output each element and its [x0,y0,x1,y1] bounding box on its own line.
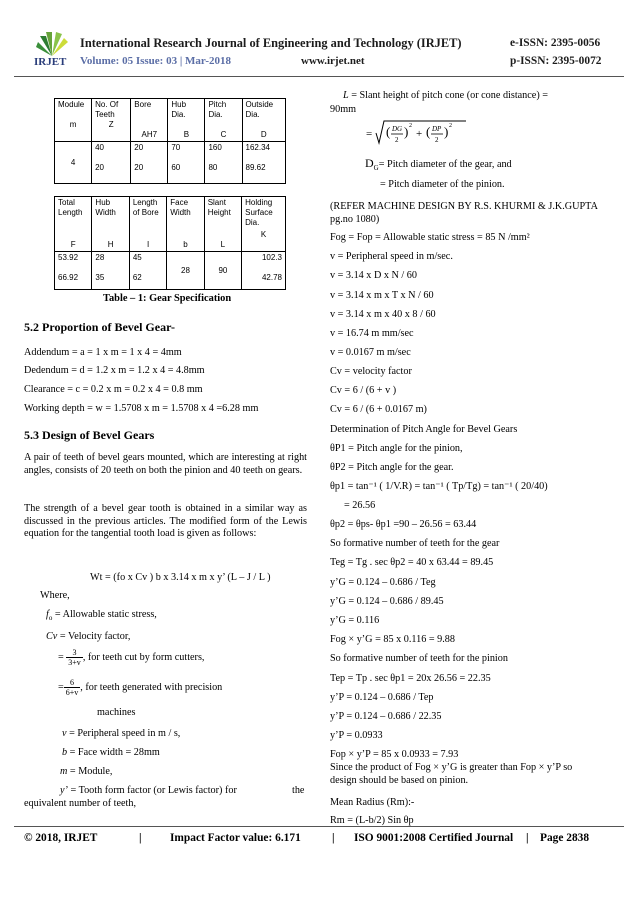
gear-spec-table-1 [54,98,286,184]
clearance-line: Clearance = c = 0.2 x m = 0.2 x 4 = 0.8 mm [24,384,203,395]
logo-text: IRJET [34,56,67,68]
lewis-equation: Wt = (fo x Cv ) b x 3.14 x m x y’ (L – J / L ) [90,572,271,583]
paragraph-gear-pair: A pair of teeth of bevel gears mounted, which are interesting at right angles, consists of 20 teeth on both the pinion and 40 teeth on gears. [24,452,307,476]
cv-form-cutters: = $\frac{3}{3+v}$ , for teeth cut by form cutters, [58,648,205,667]
footer-sep: | [526,832,529,844]
machines-text: machines [97,707,136,718]
svg-text:DG: DG [392,125,403,133]
calc-line: θp1 = tan⁻¹ ( 1/V.R) = tan⁻¹ ( Tp/Tg) = tan⁻¹ ( 20/40) [330,481,548,492]
website-link[interactable]: www.irjet.net [301,55,365,67]
calc-line: So formative number of teeth for the gear [330,538,500,549]
calc-line: v = Peripheral speed in m/sec. [330,251,453,262]
y-definition-end: the [292,785,305,796]
calc-line: v = 16.74 m mm/sec [330,328,414,339]
svg-text:): ) [444,124,449,139]
col-header: Outside Dia. D [242,99,285,142]
col-header: Hub Width H [92,197,129,252]
calc-line: So formative number of teeth for the pinion [330,653,508,664]
footer-divider [14,826,624,827]
col-header: Total Length F [55,197,92,252]
svg-text:=: = [366,128,373,140]
copyright: © 2018, IRJET [24,832,98,844]
svg-text:(: ( [426,124,431,139]
footer-sep: | [139,832,142,844]
svg-text:2: 2 [449,123,452,129]
calc-line: Fog = Fop = Allowable static stress = 85 N /mm² [330,232,530,243]
calc-line: Cv = 6 / (6 + 0.0167 m) [330,404,427,415]
m-definition: m = Module, [60,766,113,777]
gear-spec-table-2 [54,196,286,290]
footer-sep: | [332,832,335,844]
svg-text:DP: DP [432,125,442,133]
iso-cert: ISO 9001:2008 Certified Journal [354,832,514,844]
page-number: Page 2838 [540,832,590,844]
calc-line: Fop × y’P = 85 x 0.0933 = 7.93 [330,749,459,760]
calc-line: y’G = 0.124 – 0.686 / 89.45 [330,596,444,607]
col-header: Module m [55,99,92,142]
calc-line: θp2 = θps- θp1 =90 – 26.56 = 63.44 [330,519,477,530]
calc-line: y’P = 0.124 – 0.686 / Tep [330,692,434,703]
calc-line: = 26.56 [344,500,376,511]
calc-line: Cv = 6 / (6 + v ) [330,385,397,396]
table-row: 4 40 20 20 20 70 60 160 80 162.34 89.62 [55,142,286,184]
svg-text:2: 2 [435,136,439,144]
header-divider [14,76,624,77]
slant-height-formula [360,117,470,149]
mean-radius-heading: Mean Radius (Rm):- [330,797,415,808]
dedendum-line: Dedendum = d = 1.2 x m = 1.2 x 4 = 4.8mm [24,365,205,376]
section-5-2-heading: 5.2 Proportion of Bevel Gear- [24,320,175,334]
table-row: 53.92 66.92 28 35 45 62 28 90 102.3 42.78 [55,252,286,290]
y-definition: y’ = Tooth form factor (or Lewis factor) for [60,785,237,796]
col-header: Bore AH7 [131,99,168,142]
calc-line: v = 0.0167 m m/sec [330,347,411,358]
col-header: Pitch Dia. C [205,99,242,142]
addendum-line: Addendum = a = 1 x m = 1 x 4 = 4mm [24,347,182,358]
dg-definition: $D_G=$ Pitch diameter of the gear, and [365,156,512,173]
fo-definition: $f_o$ = Allowable static stress, [46,609,157,623]
calc-line: y’P = 0.0933 [330,730,383,741]
calc-line: y’P = 0.124 – 0.686 / 22.35 [330,711,442,722]
svg-text:): ) [404,124,409,139]
calc-line: v = 3.14 x D x N / 60 [330,270,417,281]
calc-line: y’G = 0.124 – 0.686 / Teg [330,577,436,588]
calc-line: Determination of Pitch Angle for Bevel Gears [330,424,518,435]
v-definition: v = Peripheral speed in m / s, [62,728,181,739]
col-header: Face Width b [167,197,204,252]
pissn: p-ISSN: 2395-0072 [510,55,602,67]
col-header: Holding Surface Dia. K [242,197,286,252]
rm-formula: Rm = (L-b/2) Sin θp [330,815,414,826]
where-label: Where, [40,590,70,601]
reference-line-2: pg.no 1080) [330,214,380,225]
col-header: Hub Dia. B [168,99,205,142]
journal-title: International Research Journal of Engineering and Technology (IRJET) [80,36,462,50]
svg-text:+: + [416,128,423,140]
calc-line: θP1 = Pitch angle for the pinion, [330,443,463,454]
calc-line: y’G = 0.116 [330,615,380,626]
l-definition: L = Slant height of pitch cone (or cone distance) = [343,90,549,101]
calc-line: Teg = Tg . sec θp2 = 40 x 63.44 = 89.45 [330,557,494,568]
impact-factor: Impact Factor value: 6.171 [170,832,301,844]
irjet-logo [32,30,72,74]
calc-line: Tep = Tp . sec θp1 = 20x 26.56 = 22.35 [330,673,491,684]
since-line-1: Since the product of Fog × y’G is greater than Fop × y’P so [330,762,573,773]
calc-line: v = 3.14 x m x T x N / 60 [330,290,434,301]
svg-text:2: 2 [395,136,399,144]
svg-text:2: 2 [409,123,412,129]
y-definition-cont: equivalent number of teeth, [24,798,137,809]
calc-line: Cv = velocity factor [330,366,412,377]
working-depth-line: Working depth = w = 1.5708 x m = 1.5708 x 4 =6.28 mm [24,403,259,414]
calc-line: Fog × y’G = 85 x 0.116 = 9.88 [330,634,455,645]
volume-info: Volume: 05 Issue: 03 | Mar-2018 [80,55,232,67]
b-definition: b = Face width = 28mm [62,747,160,758]
formula-graphic [360,117,470,149]
table-caption: Table – 1: Gear Specification [103,293,232,304]
col-header: No. Of Teeth Z [92,99,131,142]
eissn: e-ISSN: 2395-0056 [510,37,601,49]
calc-line: θP2 = Pitch angle for the gear. [330,462,454,473]
cv-precision: = $\frac{6}{6+v}$ , for teeth generated with precision [58,678,223,697]
section-5-3-heading: 5.3 Design of Bevel Gears [24,428,155,442]
paragraph-strength: The strength of a bevel gear tooth is obtained in a similar way as discussed in the previous articles. The modified form of the Lewis equation for the tangential tooth load is given as follows: [24,503,307,540]
dp-definition: = Pitch diameter of the pinion. [380,179,505,190]
col-header: Slant Height L [204,197,241,252]
l-value: 90mm [330,104,357,115]
svg-text:(: ( [386,124,391,139]
col-header: Length of Bore I [129,197,166,252]
reference-line-1: (REFER MACHINE DESIGN BY R.S. KHURMI & J.K.GUPTA [330,201,598,212]
cv-definition: Cv = Velocity factor, [46,631,131,642]
calc-line: v = 3.14 x m x 40 x 8 / 60 [330,309,436,320]
since-line-2: design should be based on pinion. [330,775,469,786]
